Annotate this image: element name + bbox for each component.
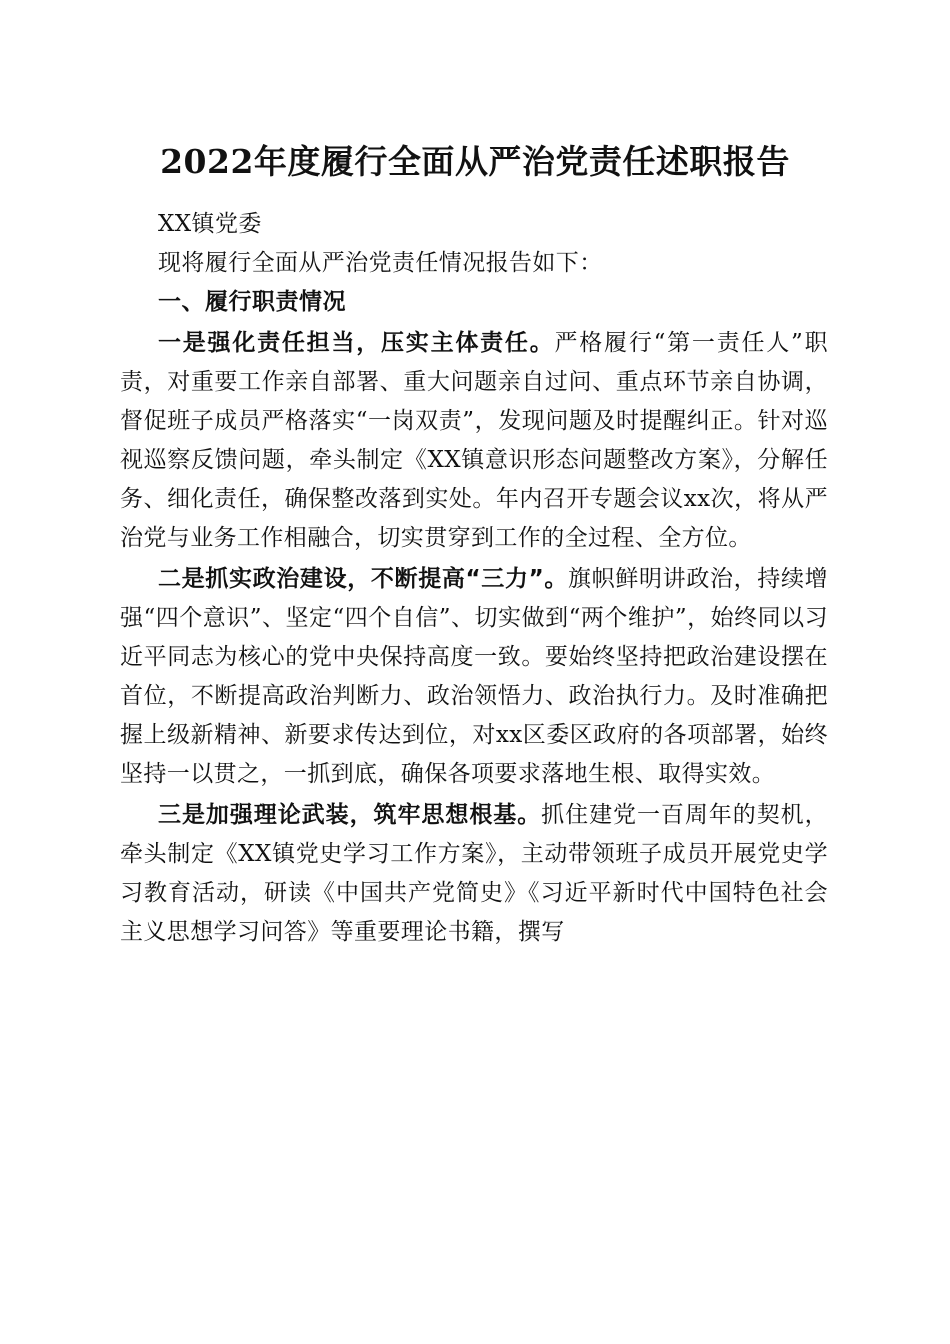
document-body — [120, 205, 828, 952]
addressee: XX镇党委 — [158, 211, 262, 237]
paragraph-1 — [120, 324, 828, 558]
paragraph-2 — [120, 560, 828, 794]
paragraph-3 — [120, 796, 828, 952]
paragraph-text: 抓住建党一百周年的契机，牵头制定《XX镇党史学习工作方案》，主动带领班子成员开展党史学习教育活动，研读《中国共产党简史》《习近平新时代中国特色社会主义思想学习问答》等重要理论书籍，撰写 — [120, 802, 828, 945]
paragraph-lead: 一是强化责任担当，压实主体责任。 — [158, 330, 555, 356]
paragraph-lead: 二是抓实政治建设，不断提高“三力”。 — [158, 566, 569, 592]
intro-paragraph: 现将履行全面从严治党责任情况报告如下： — [158, 250, 603, 276]
paragraph-text: 严格履行“第一责任人”职责，对重要工作亲自部署、重大问题亲自过问、重点环节亲自协调，督促班子成员严格落实“一岗双责”，发现问题及时提醒纠正。针对巡视巡察反馈问题，牵头制定《XX镇意识形态问题整改方案》，分解任务、细化责任，确保整改落到实处。年内召开专题会议xx次，将从严治党与业务工作相融合，切实贯穿到工作的全过程、全方位。 — [120, 330, 828, 551]
paragraph-lead: 三是加强理论武装，筑牢思想根基。 — [158, 802, 542, 828]
section-1-heading: 一、履行职责情况 — [158, 289, 346, 315]
section-heading — [120, 283, 828, 322]
document-title: 2022年度履行全面从严治党责任述职报告 — [160, 142, 790, 181]
paragraph-text: 旗帜鲜明讲政治，持续增强“四个意识”、坚定“四个自信”、切实做到“两个维护”，始终同以习近平同志为核心的党中央保持高度一致。要始终坚持把政治建设摆在首位，不断提高政治判断力、政治领悟力、政治执行力。及时准确把握上级新精神、新要求传达到位，对xx区委区政府的各项部署，始终坚持一以贯之，一抓到底，确保各项要求落地生根、取得实效。 — [120, 566, 829, 787]
